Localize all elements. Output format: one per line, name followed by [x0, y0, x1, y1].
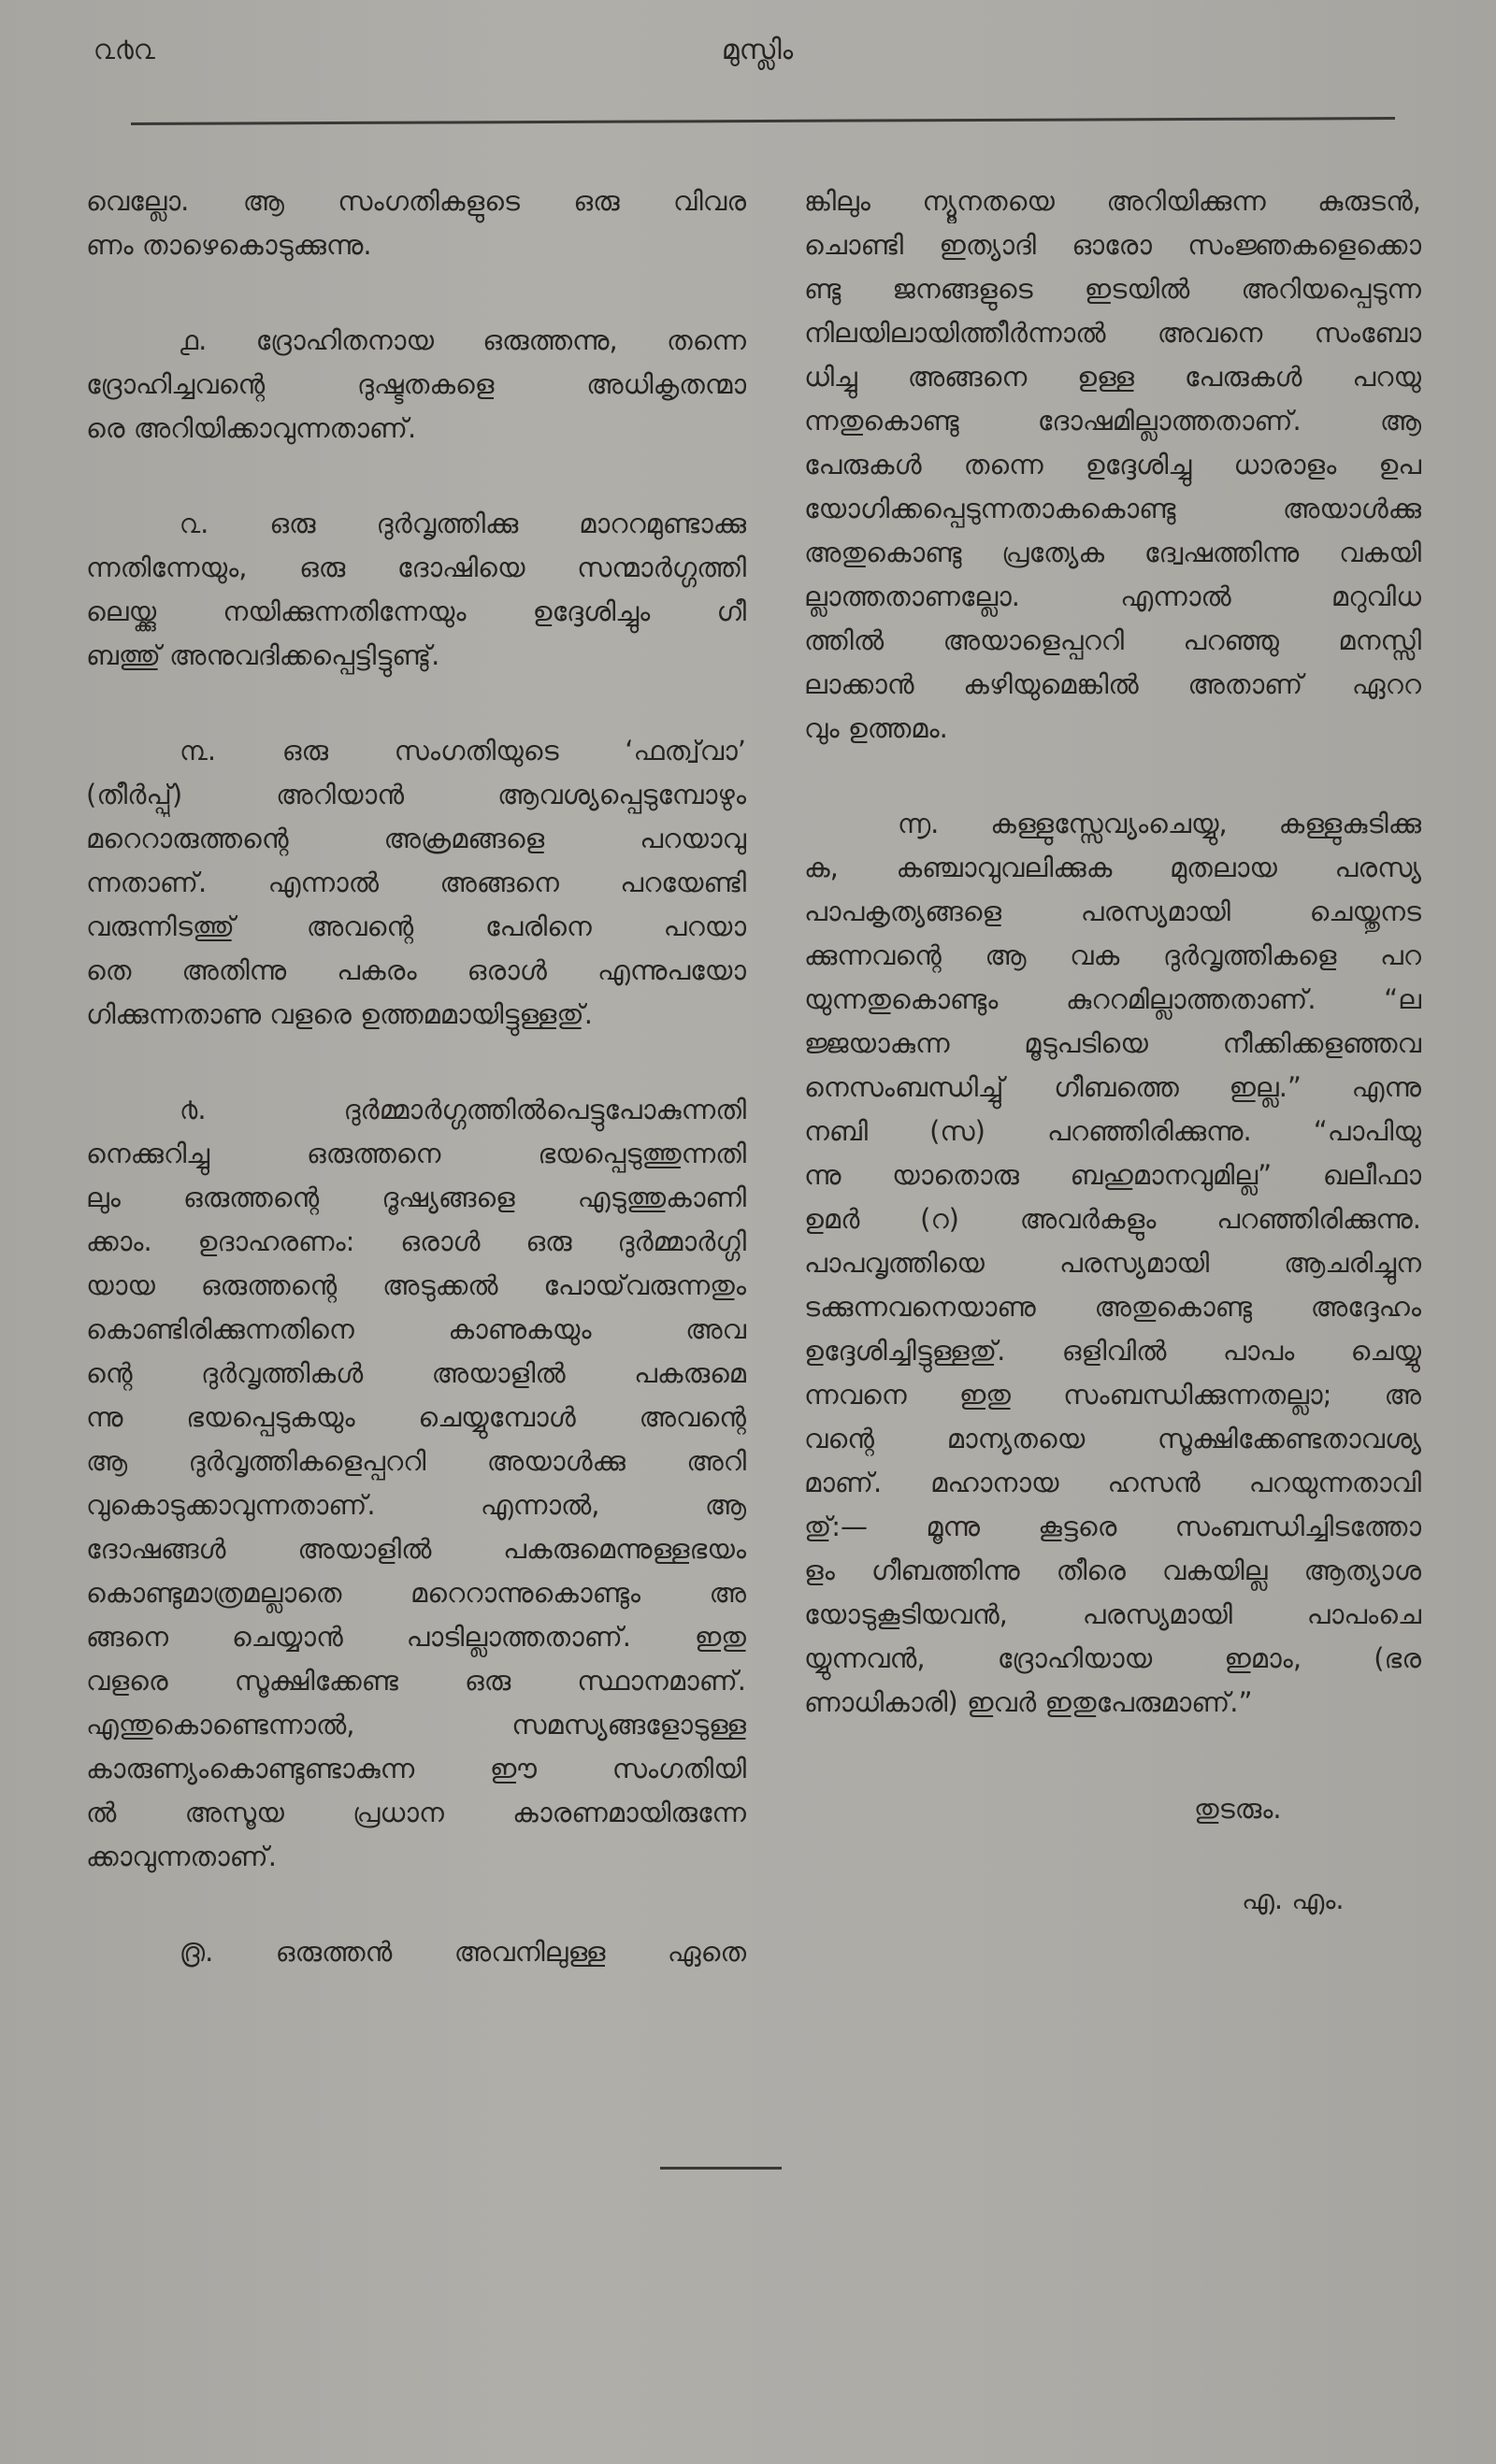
text-line: ലും ഒരുത്തന്റെ ദൂഷ്യങ്ങളെ എടുത്തുകാണി [86, 1182, 746, 1213]
right-column [804, 179, 1421, 1776]
page-number: ൨൪൨ [94, 34, 155, 66]
text-line: യോഗിക്കപ്പെടുന്നതാകകൊണ്ടു അയാൾക്കു [804, 493, 1421, 524]
text-line: ആ ദുർവൃത്തികളെപ്പററി അയാൾക്കു അറി [86, 1445, 746, 1477]
text-line: ലെയ്ക്കു നയിക്കുന്നതിന്നേയും ഉദ്ദേശിച്ചും ഗീ [86, 595, 746, 627]
text-line: രെ അറിയിക്കാവുന്നതാണ്. [86, 412, 417, 444]
text-line: വന്റെ മാന്യതയെ സൂക്ഷിക്കേണ്ടതാവശ്യ [804, 1423, 1421, 1454]
paragraph-4 [86, 1088, 746, 1879]
text-line: കൊണ്ടിരിക്കുന്നതിനെ കാണുകയും അവ [86, 1313, 746, 1345]
text-line: ചൊണ്ടി ഇത്യാദി ഓരോ സംജ്ഞകളെക്കൊ [804, 229, 1421, 261]
text-line: ടക്കുന്നവനെയാണു അതുകൊണ്ടു അദ്ദേഹം [804, 1291, 1421, 1323]
running-title: മുസ്ലിം [721, 34, 794, 66]
paragraph-2 [86, 502, 746, 678]
text-line: ദോഷങ്ങൾ അയാളിൽ പകരുമെന്നുള്ളഭയം [86, 1533, 746, 1565]
author-signature: എ. എം. [1242, 1884, 1345, 1915]
text-line: യ്യുന്നവൻ, ദ്രോഹിയായ ഇമാം, (ഭര [804, 1642, 1421, 1674]
text-line: ക, കഞ്ചാവുവലിക്കുക മുതലായ പരസ്യ [804, 852, 1421, 883]
text-line: ന്നതിന്നേയും, ഒരു ദോഷിയെ സന്മാർഗ്ഗത്തി [86, 552, 746, 583]
text-line: ൨. ഒരു ദുർവൃത്തിക്കു മാററമുണ്ടാക്കു [180, 508, 746, 539]
text-line: ഉദ്ദേശിച്ചിട്ടുള്ളതു്. ഒളിവിൽ പാപം ചെയ്യു [804, 1335, 1421, 1367]
paragraph [86, 179, 746, 267]
text-line: ബത്തു് അനുവദിക്കപ്പെട്ടിട്ടുണ്ടു്. [86, 639, 440, 671]
text-line: പാപവൃത്തിയെ പരസ്യമായി ആചരിച്ചുന [804, 1247, 1421, 1279]
text-line: (തീർപ്പു്) അറിയാൻ ആവശ്യപ്പെടുമ്പോഴും [86, 779, 746, 810]
text-line: ത്തിൽ അയാളെപ്പററി പറഞ്ഞു മനസ്സി [804, 624, 1421, 656]
text-line: തു്:— മൂന്നു കൂട്ടരെ സംബന്ധിച്ചിടത്തോ [804, 1511, 1421, 1542]
text-line: ൬. കള്ളുസ്സേവ്യംചെയ്യു, കള്ളുകുടിക്കു [898, 808, 1421, 839]
text-line: ക്കാം. ഉദാഹരണം: ഒരാൾ ഒരു ദുർമ്മാർഗ്ഗി [86, 1225, 746, 1257]
text-line: മാണ്. മഹാനായ ഹസൻ പറയുന്നതാവി [804, 1467, 1421, 1498]
text-line: യായ ഒരുത്തന്റെ അടുക്കൽ പോയ്‌വരുന്നതും [86, 1269, 746, 1301]
text-line: യോടുകൂടിയവൻ, പരസ്യമായി പാപംചെ [804, 1598, 1421, 1630]
text-line: ന്നവനെ ഇതു സംബന്ധിക്കുന്നതല്ലാ; അ [804, 1379, 1421, 1411]
text-line: വരുന്നിടത്തു് അവന്റെ പേരിനെ പറയാ [86, 910, 746, 942]
text-line: മറെറാരുത്തന്റെ അക്രമങ്ങളെ പറയാവു [86, 823, 746, 854]
paragraph-5-continued [804, 179, 1421, 751]
text-line: തെ അതിന്നു പകരം ഒരാൾ എന്നുപയോ [86, 954, 746, 986]
text-line: ണാധികാരി) ഇവർ ഇതുപേരുമാണ്.” [804, 1686, 1253, 1718]
text-line: അതുകൊണ്ടു പ്രത്യേക ദ്വേഷത്തിന്നു വകയി [804, 537, 1421, 568]
paragraph-5 [86, 1930, 746, 1974]
text-line: വുകൊടുക്കാവുന്നതാണ്. എന്നാൽ, ആ [86, 1489, 746, 1521]
text-line: ൪. ദുർമ്മാർഗ്ഗത്തിൽപെട്ടുപോകുന്നതി [180, 1094, 746, 1125]
text-line: ന്നു യാതൊരു ബഹുമാനവുമില്ല” ഖലീഫാ [804, 1159, 1421, 1191]
text-line: യുന്നതുകൊണ്ടും കുററമില്ലാത്തതാണ്. “ല [804, 983, 1421, 1015]
end-rule [660, 2167, 782, 2170]
paragraph-6 [804, 802, 1421, 1725]
text-line: ദ്രോഹിച്ചവന്റെ ദുഷ്ടതകളെ അധികൃതന്മാ [86, 368, 746, 400]
text-line: ക്കാവുന്നതാണ്. [86, 1841, 277, 1872]
text-line: എന്തുകൊണ്ടെന്നാൽ, സമസ്യങ്ങളോടുള്ള [86, 1709, 746, 1741]
text-line: ങ്കിലും ന്യൂനതയെ അറിയിക്കുന്ന കുരുടൻ, [804, 185, 1421, 217]
text-line: ൩. ഒരു സംഗതിയുടെ ‘ഫത്വ്‌വാ’ [180, 735, 746, 766]
text-line: ൫. ഒരുത്തൻ അവനിലുള്ള ഏതെ [180, 1936, 746, 1968]
text-line: ല്ലാത്തതാണല്ലോ. എന്നാൽ മറുവിധ [804, 580, 1421, 612]
text-line: കൊണ്ടുമാത്രമല്ലാതെ മറെറാന്നുകൊണ്ടും അ [86, 1577, 746, 1609]
text-line: ന്നതുകൊണ്ടു ദോഷമില്ലാത്തതാണ്. ആ [804, 405, 1421, 437]
text-line: ൧. ദ്രോഹിതനായ ഒരുത്തന്നു, തന്നെ [180, 324, 746, 356]
text-line: ലാക്കാൻ കഴിയുമെങ്കിൽ അതാണ് ഏററ [804, 668, 1421, 700]
text-line: ന്നു ഭയപ്പെടുകയും ചെയ്യുമ്പോൾ അവന്റെ [86, 1401, 746, 1433]
paragraph-3 [86, 729, 746, 1037]
left-column [86, 179, 746, 2026]
text-line: ഗിക്കുന്നതാണു വളരെ ഉത്തമമായിട്ടുള്ളതു്. [86, 998, 593, 1030]
text-line: ളം ഗീബത്തിന്നു തീരെ വകയില്ല ആത്യാശ [804, 1554, 1421, 1586]
text-line: നെക്കുറിച്ചു ഒരുത്തനെ ഭയപ്പെടുത്തുന്നതി [86, 1138, 746, 1169]
text-line: വെല്ലോ. ആ സംഗതികളുടെ ഒരു വിവര [86, 185, 746, 217]
text-line: നബി (സ) പറഞ്ഞിരിക്കുന്നു. “പാപിയു [804, 1115, 1421, 1147]
text-line: ണ്ടു ജനങ്ങളുടെ ഇടയിൽ അറിയപ്പെടുന്ന [804, 273, 1421, 305]
text-line: ണം താഴെകൊടുക്കുന്നു. [86, 229, 372, 261]
text-line: ന്നതാണ്. എന്നാൽ അങ്ങനെ പറയേണ്ടി [86, 867, 746, 898]
to-be-continued: തുടരും. [1194, 1793, 1282, 1825]
text-line: ധിച്ചു അങ്ങനെ ഉള്ള പേരുകൾ പറയു [804, 361, 1421, 393]
text-line: പേരുകൾ തന്നെ ഉദ്ദേശിച്ചു ധാരാളം ഉപ [804, 449, 1421, 480]
text-line: നിലയിലായിത്തീർന്നാൽ അവനെ സംബോ [804, 317, 1421, 349]
text-line: വും ഉത്തമം. [804, 712, 948, 744]
text-line: ജ്ജയാകുന്ന മൂടുപടിയെ നീക്കിക്കളഞ്ഞവ [804, 1027, 1421, 1059]
text-line: ൽ അസൂയ പ്രധാന കാരണമായിരുന്നേ [86, 1797, 746, 1828]
text-line: കാരുണ്യംകൊണ്ടുണ്ടാകുന്ന ഈ സംഗതിയി [86, 1753, 746, 1784]
text-line: ന്റെ ദുർവൃത്തികൾ അയാളിൽ പകരുമെ [86, 1357, 746, 1389]
text-line: നെസംബന്ധിച്ചു് ഗീബത്തെ ഇല്ല.” എന്നു [804, 1071, 1421, 1103]
text-line: ങ്ങനെ ചെയ്യാൻ പാടില്ലാത്തതാണ്. ഇതു [86, 1621, 746, 1653]
text-line: ക്കുന്നവന്റെ ആ വക ദുർവൃത്തികളെ പറ [804, 939, 1421, 971]
text-line: പാപകൃത്യങ്ങളെ പരസ്യമായി ചെയ്തുനട [804, 895, 1421, 927]
text-line: ഉമർ (റ) അവർകളും പറഞ്ഞിരിക്കുന്നു. [804, 1203, 1421, 1235]
text-line: വളരെ സൂക്ഷിക്കേണ്ട ഒരു സ്ഥാനമാണ്. [86, 1665, 746, 1697]
paragraph-1 [86, 319, 746, 451]
